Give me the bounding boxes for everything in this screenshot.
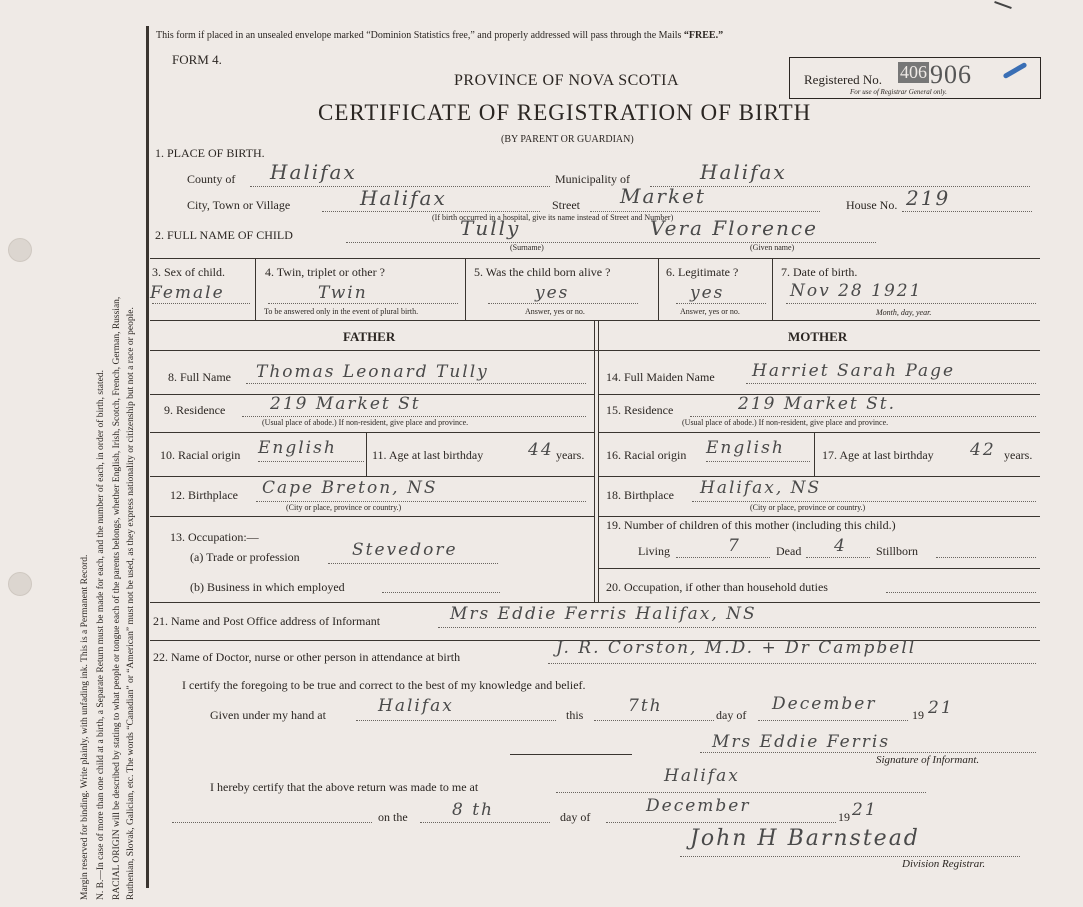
mother-name-label: 14. Full Maiden Name bbox=[606, 370, 715, 384]
child-given-name: Vera Florence bbox=[650, 216, 818, 240]
father-age-label: 11. Age at last birthday bbox=[372, 448, 484, 462]
legitimate-value: yes bbox=[690, 283, 725, 303]
registrar-signature: John H Barnstead bbox=[690, 826, 920, 851]
free-label: “FREE.” bbox=[683, 30, 724, 41]
day-of-label: day of bbox=[716, 708, 747, 722]
doctor-value: J. R. Corston, M.D. + Dr Campbell bbox=[556, 638, 917, 658]
margin-note-2: N. B.—In case of more than one child at a birth, a Separate Return must be made for each, and the number of each, in order of birth, stated. bbox=[96, 370, 106, 900]
mother-residence-label: 15. Residence bbox=[606, 403, 674, 417]
margin-note-1: Margin reserved for binding. Write plainly, with unfading ink. This is a Permanent Record. bbox=[80, 554, 90, 900]
child-surname: Tully bbox=[460, 216, 521, 240]
house-value: 219 bbox=[906, 186, 951, 210]
living-label: Living bbox=[638, 544, 670, 558]
mother-heading: MOTHER bbox=[788, 329, 848, 344]
margin-note-3: RACIAL ORIGIN will be described by stating to what people or tongue each of the parents belongs, whether English, Irish, Scotch, French, German, Russian, bbox=[112, 296, 122, 900]
trade-value: Stevedore bbox=[352, 540, 458, 560]
registered-prefix: 406 bbox=[900, 62, 927, 82]
mother-residence: 219 Market St. bbox=[738, 394, 896, 414]
given-caption: (Given name) bbox=[750, 243, 795, 252]
county-value: Halifax bbox=[270, 160, 357, 184]
children-label: 19. Number of children of this mother (including this child.) bbox=[606, 518, 896, 532]
year-prefix: 19 bbox=[912, 708, 924, 722]
place-section-label: 1. PLACE OF BIRTH. bbox=[155, 146, 265, 160]
city-value: Halifax bbox=[360, 186, 447, 210]
father-name-label: 8. Full Name bbox=[168, 370, 231, 384]
reg-year-suffix: 21 bbox=[852, 800, 878, 820]
signature-caption: Signature of Informant. bbox=[876, 754, 980, 766]
informant-value: Mrs Eddie Ferris Halifax, NS bbox=[450, 604, 757, 624]
street-value: Market bbox=[620, 184, 706, 208]
dob-value: Nov 28 1921 bbox=[790, 281, 923, 301]
province-title: PROVINCE OF NOVA SCOTIA bbox=[454, 72, 680, 89]
mother-racial: English bbox=[706, 438, 785, 458]
mother-residence-note: (Usual place of abode.) If non-resident, give place and province. bbox=[682, 418, 889, 427]
reg-month-value: December bbox=[646, 796, 751, 816]
living-value: 7 bbox=[728, 536, 741, 556]
binding-hole bbox=[8, 572, 32, 596]
on-the-label: on the bbox=[378, 810, 408, 824]
father-racial-label: 10. Racial origin bbox=[160, 448, 241, 462]
father-residence-note: (Usual place of abode.) If non-resident, give place and province. bbox=[262, 418, 469, 427]
twin-note: To be answered only in the event of plural birth. bbox=[264, 307, 419, 316]
house-label: House No. bbox=[846, 198, 898, 212]
occupation-label: 13. Occupation:— bbox=[170, 530, 259, 544]
child-name-label: 2. FULL NAME OF CHILD bbox=[155, 228, 293, 242]
informant-signature: Mrs Eddie Ferris bbox=[712, 732, 891, 752]
dob-label: 7. Date of birth. bbox=[781, 265, 858, 279]
father-residence: 219 Market St bbox=[270, 394, 421, 414]
sex-label: 3. Sex of child. bbox=[152, 265, 225, 279]
father-birthplace-note: (City or place, province or country.) bbox=[286, 503, 402, 512]
mother-years: years. bbox=[1004, 448, 1033, 462]
twin-value: Twin bbox=[318, 283, 368, 303]
mother-name: Harriet Sarah Page bbox=[752, 361, 956, 381]
mail-notice: This form if placed in an unsealed envelope marked “Dominion Statistics free,” and properly addressed will pass through the Mails “FREE.” bbox=[156, 30, 724, 41]
alive-label: 5. Was the child born alive ? bbox=[474, 265, 611, 279]
dead-label: Dead bbox=[776, 544, 802, 558]
day-value: 7th bbox=[628, 696, 663, 716]
binding-hole bbox=[8, 238, 32, 262]
father-birthplace: Cape Breton, NS bbox=[262, 478, 438, 498]
mother-racial-label: 16. Racial origin bbox=[606, 448, 687, 462]
margin-note-4: Ruthenian, Slovak, Galician, etc. The words “Canadian” or “American” must not be used, as they express nationality or citizenship but not a race or people. bbox=[126, 307, 136, 900]
municipality-label: Municipality of bbox=[555, 172, 630, 186]
informant-label: 21. Name and Post Office address of Informant bbox=[153, 614, 381, 628]
mother-birthplace-label: 18. Birthplace bbox=[606, 488, 674, 502]
registered-note: For use of Registrar General only. bbox=[850, 88, 947, 96]
business-label: (b) Business in which employed bbox=[190, 580, 345, 594]
street-label: Street bbox=[552, 198, 580, 212]
registered-number: 906 bbox=[930, 60, 972, 89]
twin-label: 4. Twin, triplet or other ? bbox=[265, 265, 385, 279]
this-label: this bbox=[566, 708, 584, 722]
mother-age-label: 17. Age at last birthday bbox=[822, 448, 934, 462]
mother-age: 42 bbox=[970, 440, 996, 460]
month-value: December bbox=[772, 694, 877, 714]
trade-label: (a) Trade or profession bbox=[190, 550, 300, 564]
mother-birthplace: Halifax, NS bbox=[700, 478, 822, 498]
father-name: Thomas Leonard Tully bbox=[256, 362, 489, 382]
page-title: CERTIFICATE OF REGISTRATION OF BIRTH bbox=[318, 100, 812, 125]
mother-occupation-label: 20. Occupation, if other than household duties bbox=[606, 580, 828, 594]
registrar-place: Halifax bbox=[664, 766, 740, 786]
reg-day-value: 8 th bbox=[452, 800, 494, 820]
legitimate-label: 6. Legitimate ? bbox=[666, 265, 739, 279]
alive-value: yes bbox=[535, 283, 570, 303]
registered-label: Registered No. bbox=[804, 72, 882, 87]
sex-value: Female bbox=[150, 283, 225, 303]
reg-day-of-label: day of bbox=[560, 810, 591, 824]
registrar-statement: I hereby certify that the above return was made to me at bbox=[210, 780, 479, 794]
father-years: years. bbox=[556, 448, 585, 462]
registered-box bbox=[789, 57, 1041, 99]
certify-statement: I certify the foregoing to be true and correct to the best of my knowledge and belief. bbox=[182, 678, 586, 692]
pencil-mark bbox=[994, 1, 1012, 9]
dob-note: Month, day, year. bbox=[876, 308, 932, 317]
stillborn-label: Stillborn bbox=[876, 544, 919, 558]
father-residence-label: 9. Residence bbox=[164, 403, 226, 417]
page-subtitle: (BY PARENT OR GUARDIAN) bbox=[501, 134, 634, 145]
hospital-note: (If birth occurred in a hospital, give its name instead of Street and Number) bbox=[432, 213, 674, 222]
city-label: City, Town or Village bbox=[187, 198, 291, 212]
father-birthplace-label: 12. Birthplace bbox=[170, 488, 238, 502]
father-racial: English bbox=[258, 438, 337, 458]
given-place: Halifax bbox=[378, 696, 454, 716]
municipality-value: Halifax bbox=[700, 160, 787, 184]
father-age: 44 bbox=[528, 440, 554, 460]
year-suffix: 21 bbox=[928, 698, 954, 718]
mother-birthplace-note: (City or place, province or country.) bbox=[750, 503, 866, 512]
form-number: FORM 4. bbox=[172, 52, 222, 67]
dead-value: 4 bbox=[834, 536, 847, 556]
doctor-label: 22. Name of Doctor, nurse or other person in attendance at birth bbox=[153, 650, 461, 664]
registrar-caption: Division Registrar. bbox=[902, 858, 986, 870]
reg-year-prefix: 19 bbox=[838, 810, 850, 824]
alive-note: Answer, yes or no. bbox=[525, 307, 585, 316]
pen-mark bbox=[1002, 62, 1027, 79]
surname-caption: (Surname) bbox=[510, 243, 544, 252]
legitimate-note: Answer, yes or no. bbox=[680, 307, 740, 316]
father-heading: FATHER bbox=[343, 329, 396, 344]
given-label: Given under my hand at bbox=[210, 708, 326, 722]
county-label: County of bbox=[187, 172, 236, 186]
